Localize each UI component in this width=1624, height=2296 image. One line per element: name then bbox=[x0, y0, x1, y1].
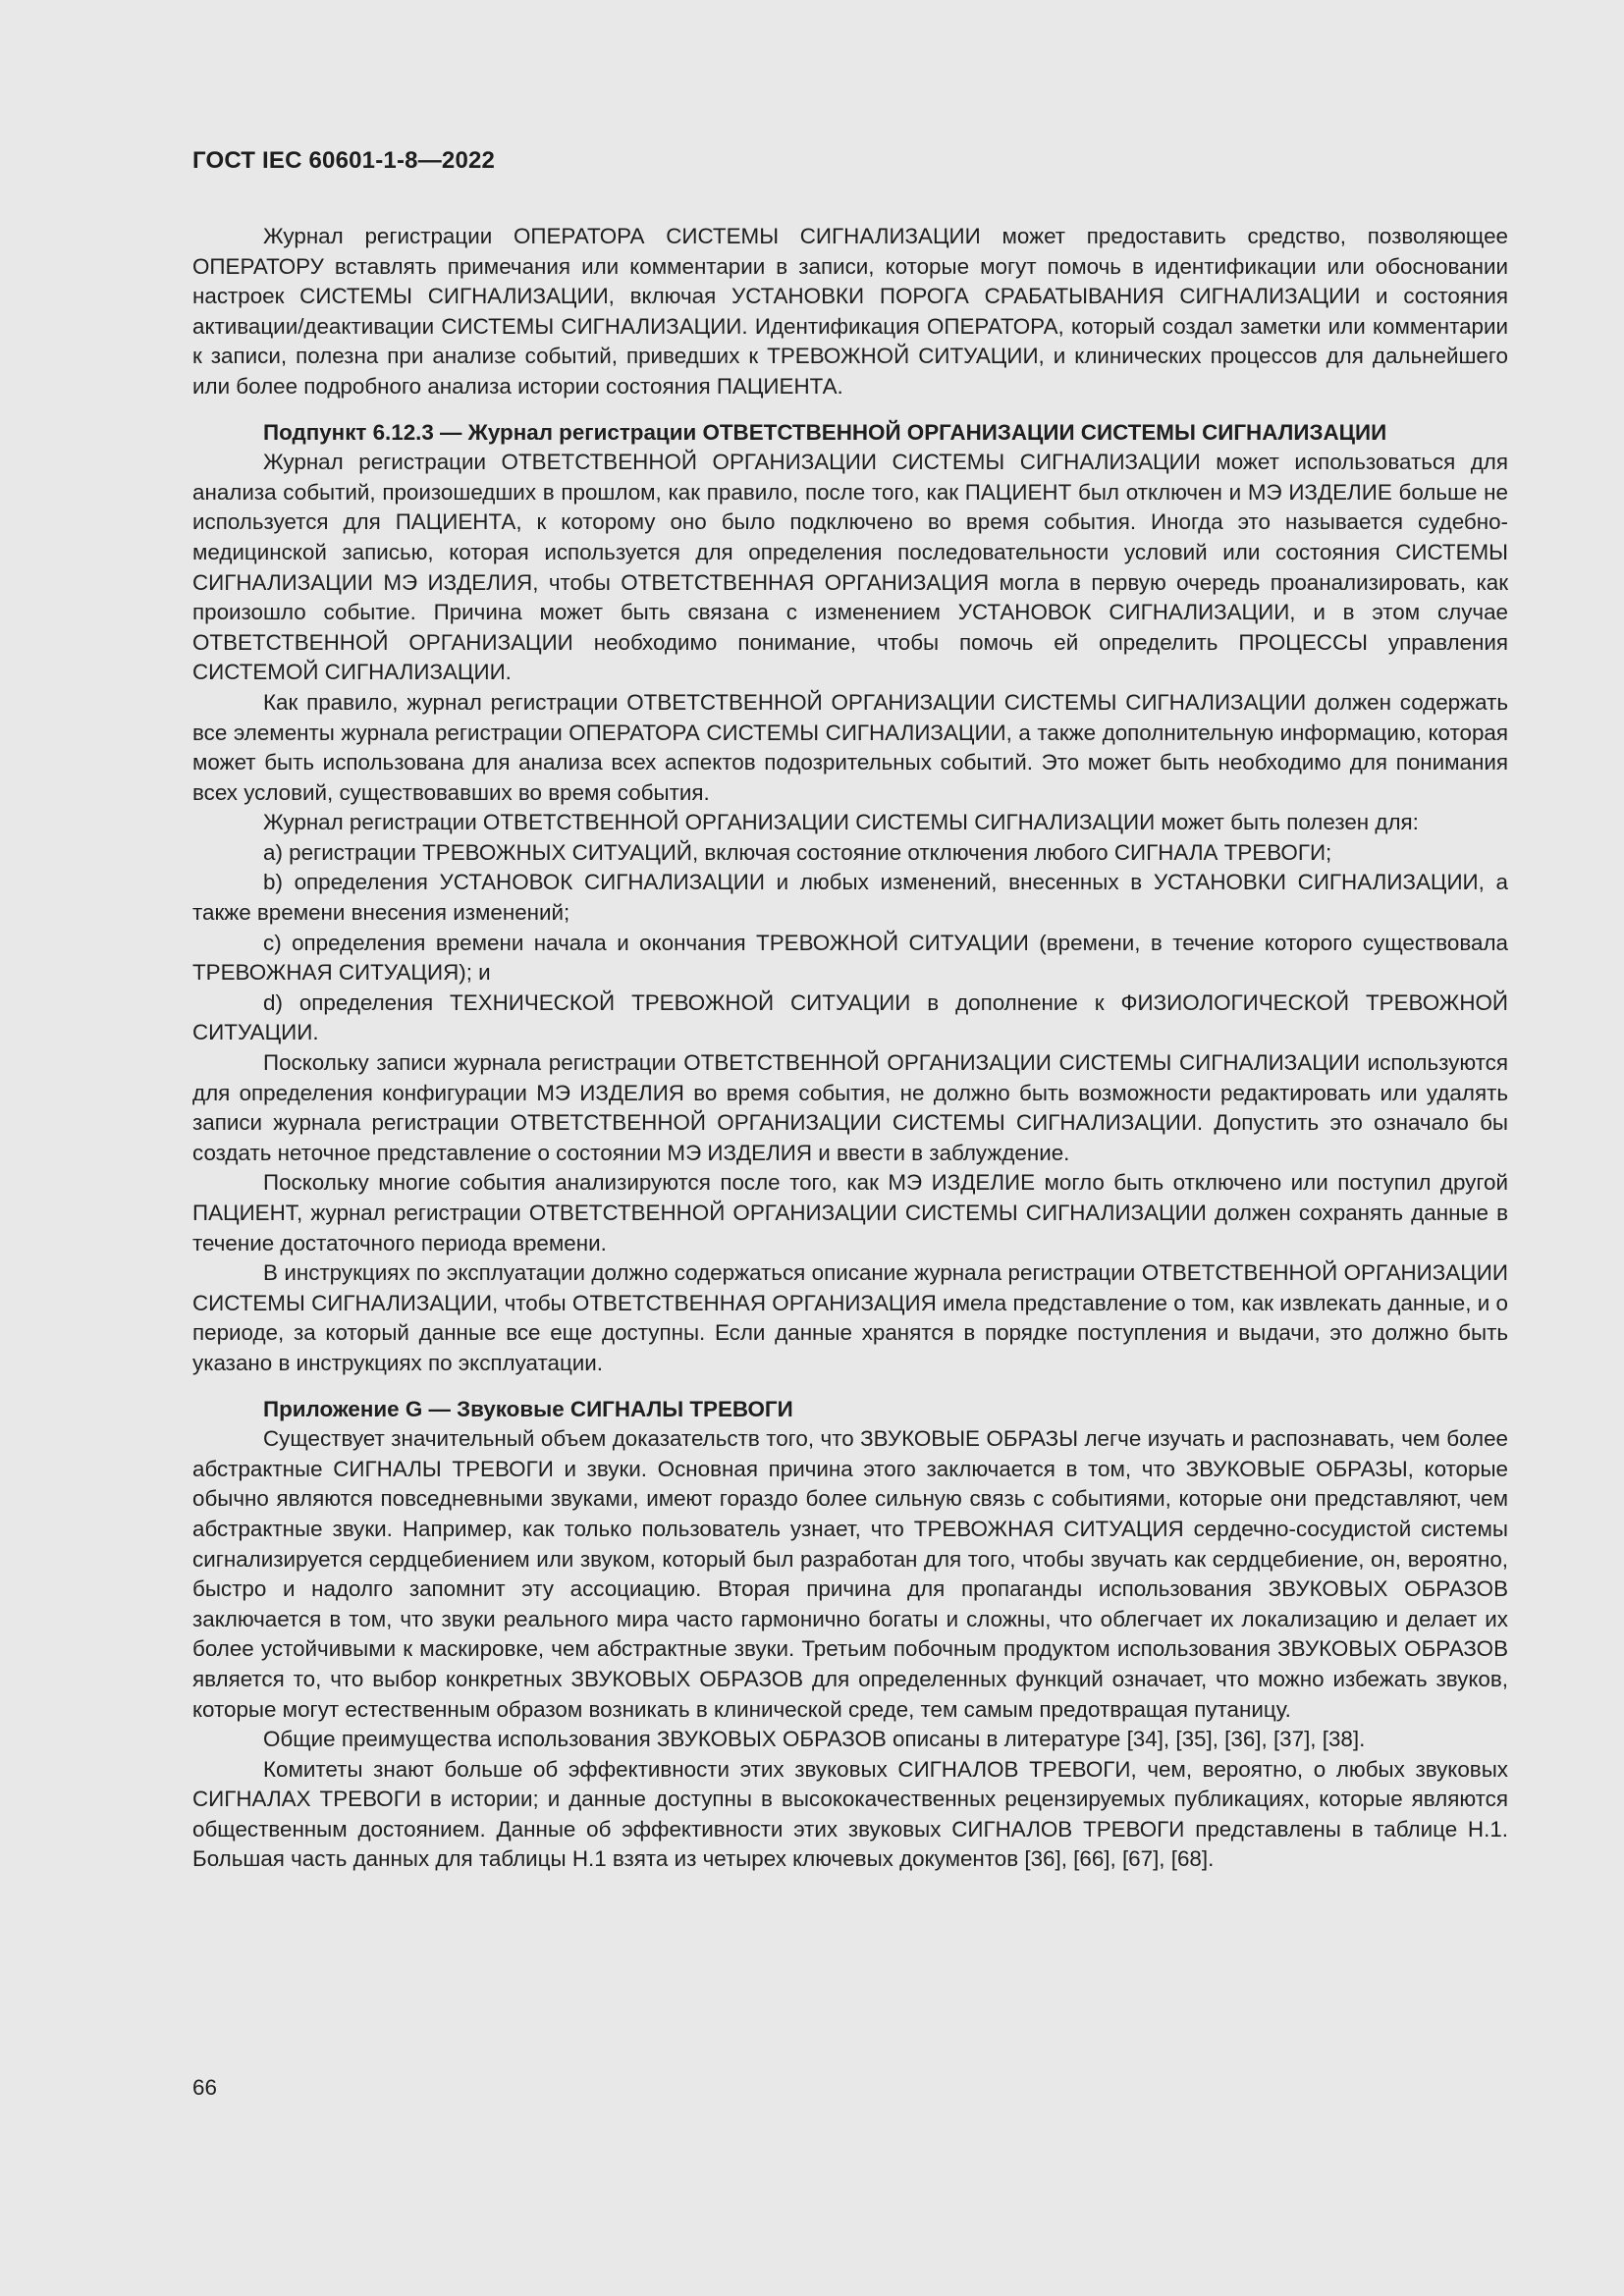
paragraph-committees: Комитеты знают больше об эффективности этих звуковых СИГНАЛОВ ТРЕВОГИ, чем, вероятно, о любых звуковых СИГНАЛАХ ТРЕВОГИ в истории; и данные доступны в высококачественных рецензируемых публикациях, которые являются общественным достоянием. Данные об эффективности этих звуковых СИГНАЛОВ ТРЕВОГИ представлены в таблице H.1. Большая часть данных для таблицы H.1 взята из четырех ключевых документов [36], [66], [67], [68]. bbox=[192, 1756, 1508, 1872]
paragraph-responsible-org-log: Журнал регистрации ОТВЕТСТВЕННОЙ ОРГАНИЗАЦИИ СИСТЕМЫ СИГНАЛИЗАЦИИ может использоваться для анализа событий, произошедших в прошлом, как правило, после того, как ПАЦИЕНТ был отключен и МЭ ИЗДЕЛИЕ больше не используется для ПАЦИЕНТА, к которому оно было подключено во время события. Иногда это называется судебно-медицинской записью, которая используется для определения последовательности условий или состояния СИСТЕМЫ СИГНАЛИЗАЦИИ МЭ ИЗДЕЛИЯ, чтобы ОТВЕТСТВЕННАЯ ОРГАНИЗАЦИЯ могла в первую очередь проанализировать, как произошло событие. Причина может быть связана с изменением УСТАНОВОК СИГНАЛИЗАЦИИ, и в этом случае ОТВЕТСТВЕННОЙ ОРГАНИЗАЦИИ необходимо понимание, чтобы помочь ей определить ПРОЦЕССЫ управления СИСТЕМОЙ СИГНАЛИЗАЦИИ. bbox=[192, 450, 1508, 685]
paragraph-operator-log: Журнал регистрации ОПЕРАТОРА СИСТЕМЫ СИГНАЛИЗАЦИИ может предоставить средство, позволяющее ОПЕРАТОРУ вставлять примечания или комментарии в записи, которые могут помочь в идентификации или обосновании настроек СИСТЕМЫ СИГНАЛИЗАЦИИ, включая УСТАНОВКИ ПОРОГА СРАБАТЫВАНИЯ СИГНАЛИЗАЦИИ и состояния активации/деактивации СИСТЕМЫ СИГНАЛИЗАЦИИ. Идентификация ОПЕРАТОРА, который создал заметки или комментарии к записи, полезна при анализе событий, приведших к ТРЕВОЖНОЙ СИТУАЦИИ, и клинических процессов для дальнейшего или более подробного анализа истории состояния ПАЦИЕНТА. bbox=[192, 224, 1508, 399]
paragraph-instructions: В инструкциях по эксплуатации должно содержаться описание журнала регистрации ОТВЕТСТВЕННОЙ ОРГАНИЗАЦИИ СИСТЕМЫ СИГНАЛИЗАЦИИ, чтобы ОТВЕТСТВЕННАЯ ОРГАНИЗАЦИЯ имела представление о том, как извлекать данные, и о периоде, за который данные все еще доступны. Если данные хранятся в порядке поступления и выдачи, это должно быть указано в инструкциях по эксплуатации. bbox=[192, 1260, 1508, 1375]
document-body bbox=[192, 222, 1508, 1875]
paragraph-literature: Общие преимущества использования ЗВУКОВЫХ ОБРАЗОВ описаны в литературе [34], [35], [36], [37], [38]. bbox=[263, 1727, 1366, 1752]
paragraph-auditory-icons: Существует значительный объем доказательств того, что ЗВУКОВЫЕ ОБРАЗЫ легче изучать и распознавать, чем более абстрактные СИГНАЛЫ ТРЕВОГИ и звуки. Основная причина этого заключается в том, что ЗВУКОВЫЕ ОБРАЗЫ, которые обычно являются повседневными звуками, имеют гораздо более сильную связь с событиями, которые они представляют, чем абстрактные звуки. Например, как только пользователь узнает, что ТРЕВОЖНАЯ СИТУАЦИЯ сердечно-сосудистой системы сигнализируется сердцебиением или звуком, который был разработан для того, чтобы звучать как сердцебиение, он, вероятно, быстро и надолго запомнит эту ассоциацию. Вторая причина для пропаганды использования ЗВУКОВЫХ ОБРАЗОВ заключается в том, что звуки реального мира часто гармонично богаты и сложны, что облегчает их локализацию и делает их более устойчивыми к маскировке, чем абстрактные звуки. Третьим побочным продуктом использования ЗВУКОВЫХ ОБРАЗОВ является то, что выбор конкретных ЗВУКОВЫХ ОБРАЗОВ для определенных функций означает, что можно избежать звуков, которые могут естественным образом возникать в клинической среде, тем самым предотвращая путаницу. bbox=[192, 1426, 1508, 1722]
paragraph-no-edit: Поскольку записи журнала регистрации ОТВЕТСТВЕННОЙ ОРГАНИЗАЦИИ СИСТЕМЫ СИГНАЛИЗАЦИИ используются для определения конфигурации МЭ ИЗДЕЛИЯ во время события, не должно быть возможности редактировать или удалять записи журнала регистрации ОТВЕТСТВЕННОЙ ОРГАНИЗАЦИИ СИСТЕМЫ СИГНАЛИЗАЦИИ. Допустить это означало бы создать неточное представление о состоянии МЭ ИЗДЕЛИЯ и ввести в заблуждение. bbox=[192, 1050, 1508, 1165]
list-item-d: d) определения ТЕХНИЧЕСКОЙ ТРЕВОЖНОЙ СИТУАЦИИ в дополнение к ФИЗИОЛОГИЧЕСКОЙ ТРЕВОЖНОЙ СИТУАЦИИ. bbox=[192, 989, 1508, 1045]
section-heading-appendix-g: Приложение G — Звуковые СИГНАЛЫ ТРЕВОГИ bbox=[263, 1396, 793, 1421]
section-heading-6-12-3: Подпункт 6.12.3 — Журнал регистрации ОТВЕТСТВЕННОЙ ОРГАНИЗАЦИИ СИСТЕМЫ СИГНАЛИЗАЦИИ bbox=[263, 419, 1387, 445]
page-number: 66 bbox=[192, 2075, 217, 2100]
paragraph-log-contents: Как правило, журнал регистрации ОТВЕТСТВЕННОЙ ОРГАНИЗАЦИИ СИСТЕМЫ СИГНАЛИЗАЦИИ должен содержать все элементы журнала регистрации ОПЕРАТОРА СИСТЕМЫ СИГНАЛИЗАЦИИ, а также дополнительную информацию, которая может быть использована для анализа всех аспектов подозрительных событий. Это может быть необходимо для понимания всех условий, существовавших во время события. bbox=[192, 689, 1508, 805]
paragraph-retention: Поскольку многие события анализируются после того, как МЭ ИЗДЕЛИЕ могло быть отключено или поступил другой ПАЦИЕНТ, журнал регистрации ОТВЕТСТВЕННОЙ ОРГАНИЗАЦИИ СИСТЕМЫ СИГНАЛИЗАЦИИ должен сохранять данные в течение достаточного периода времени. bbox=[192, 1170, 1508, 1255]
list-item-c: c) определения времени начала и окончания ТРЕВОЖНОЙ СИТУАЦИИ (времени, в течение которого существовала ТРЕВОЖНАЯ СИТУАЦИЯ); и bbox=[192, 930, 1508, 986]
list-item-b: b) определения УСТАНОВОК СИГНАЛИЗАЦИИ и любых изменений, внесенных в УСТАНОВКИ СИГНАЛИЗАЦИИ, а также времени внесения изменений; bbox=[192, 870, 1508, 926]
document-header: ГОСТ IEC 60601-1-8—2022 bbox=[192, 147, 496, 174]
paragraph-log-uses-intro: Журнал регистрации ОТВЕТСТВЕННОЙ ОРГАНИЗАЦИИ СИСТЕМЫ СИГНАЛИЗАЦИИ может быть полезен для: bbox=[263, 810, 1419, 835]
list-item-a: a) регистрации ТРЕВОЖНЫХ СИТУАЦИЙ, включая состояние отключения любого СИГНАЛА ТРЕВОГИ; bbox=[263, 839, 1332, 865]
